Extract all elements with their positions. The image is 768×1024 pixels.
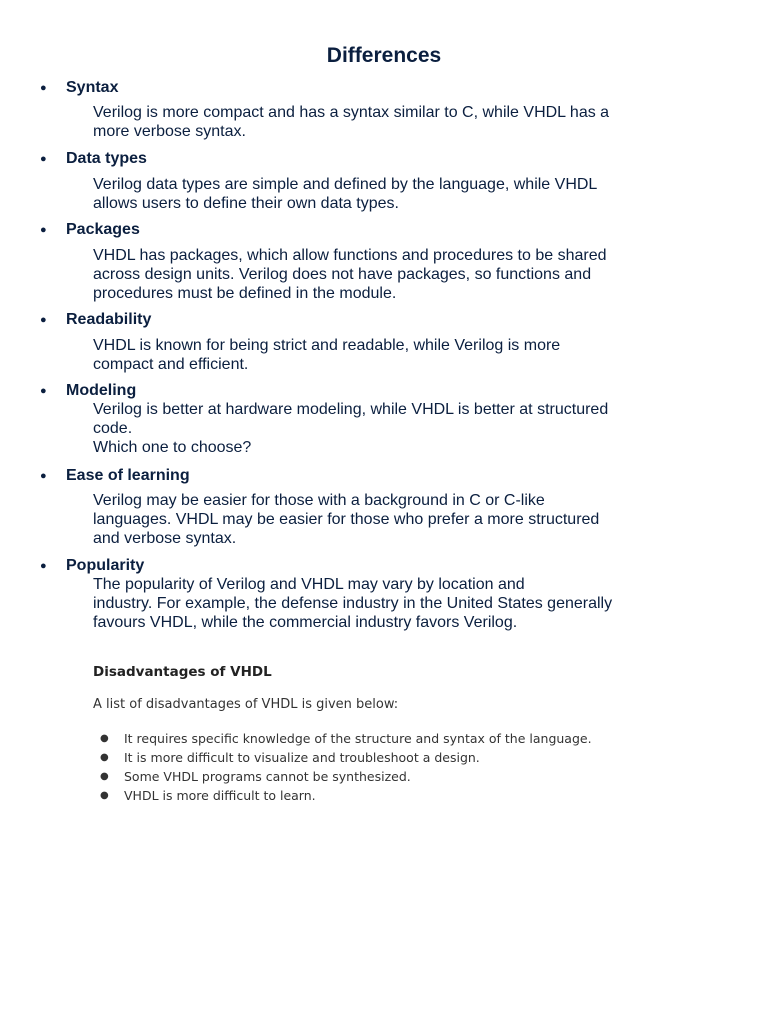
- term-modeling: Modeling: [66, 382, 137, 399]
- bullet-icon: ●: [40, 153, 47, 165]
- term-syntax: Syntax: [66, 79, 119, 96]
- list-item: [100, 729, 592, 748]
- term-popularity: Popularity: [66, 557, 145, 574]
- list-item: [100, 748, 592, 767]
- list-item-text: Some VHDL programs cannot be synthesized.: [124, 769, 411, 784]
- desc-syntax: Verilog is more compact and has a syntax similar to C, while VHDL has a more verbose syntax.: [93, 104, 610, 140]
- section-intro: A list of disadvantages of VHDL is given below:: [93, 697, 399, 712]
- desc-data-types: Verilog data types are simple and defined by the language, while VHDL allows users to define their own data types.: [93, 176, 598, 212]
- bullet-icon: ●: [40, 560, 47, 572]
- bullet-icon: ●: [40, 385, 47, 397]
- desc-readability: VHDL is known for being strict and readable, while Verilog is more compact and efficient.: [93, 337, 561, 373]
- desc-popularity: The popularity of Verilog and VHDL may vary by location and industry. For example, the defense industry in the United States generally favours VHDL, while the commercial industry favors Verilog.: [93, 576, 613, 631]
- bullet-icon: ●: [100, 733, 109, 744]
- list-item-text: VHDL is more difficult to learn.: [124, 788, 316, 803]
- term-packages: Packages: [66, 221, 140, 238]
- page-title: Differences: [326, 44, 442, 67]
- term-ease-of-learning: Ease of learning: [66, 467, 190, 484]
- list-item-text: It requires specific knowledge of the structure and syntax of the language.: [124, 731, 592, 746]
- bullet-icon: ●: [40, 224, 47, 236]
- list-item: [100, 767, 592, 786]
- bullet-icon: ●: [100, 790, 109, 801]
- section-heading: Disadvantages of VHDL: [93, 664, 272, 680]
- bullet-icon: ●: [100, 752, 109, 763]
- bullet-icon: ●: [40, 314, 47, 326]
- bullet-icon: ●: [40, 82, 47, 94]
- desc-ease-of-learning: Verilog may be easier for those with a background in C or C-like languages. VHDL may be easier for those who prefer a more structured and verbose syntax.: [93, 492, 600, 547]
- term-readability: Readability: [66, 311, 152, 328]
- term-data-types: Data types: [66, 150, 147, 167]
- disadvantages-list: [100, 729, 592, 805]
- bullet-icon: ●: [40, 470, 47, 482]
- list-item: [100, 786, 592, 805]
- desc-packages: VHDL has packages, which allow functions and procedures to be shared across design units. Verilog does not have packages, so functions and procedures must be defined in the module.: [93, 247, 607, 302]
- desc-modeling: Verilog is better at hardware modeling, while VHDL is better at structured code. Which one to choose?: [93, 401, 609, 456]
- list-item-text: It is more difficult to visualize and troubleshoot a design.: [124, 750, 480, 765]
- bullet-icon: ●: [100, 771, 109, 782]
